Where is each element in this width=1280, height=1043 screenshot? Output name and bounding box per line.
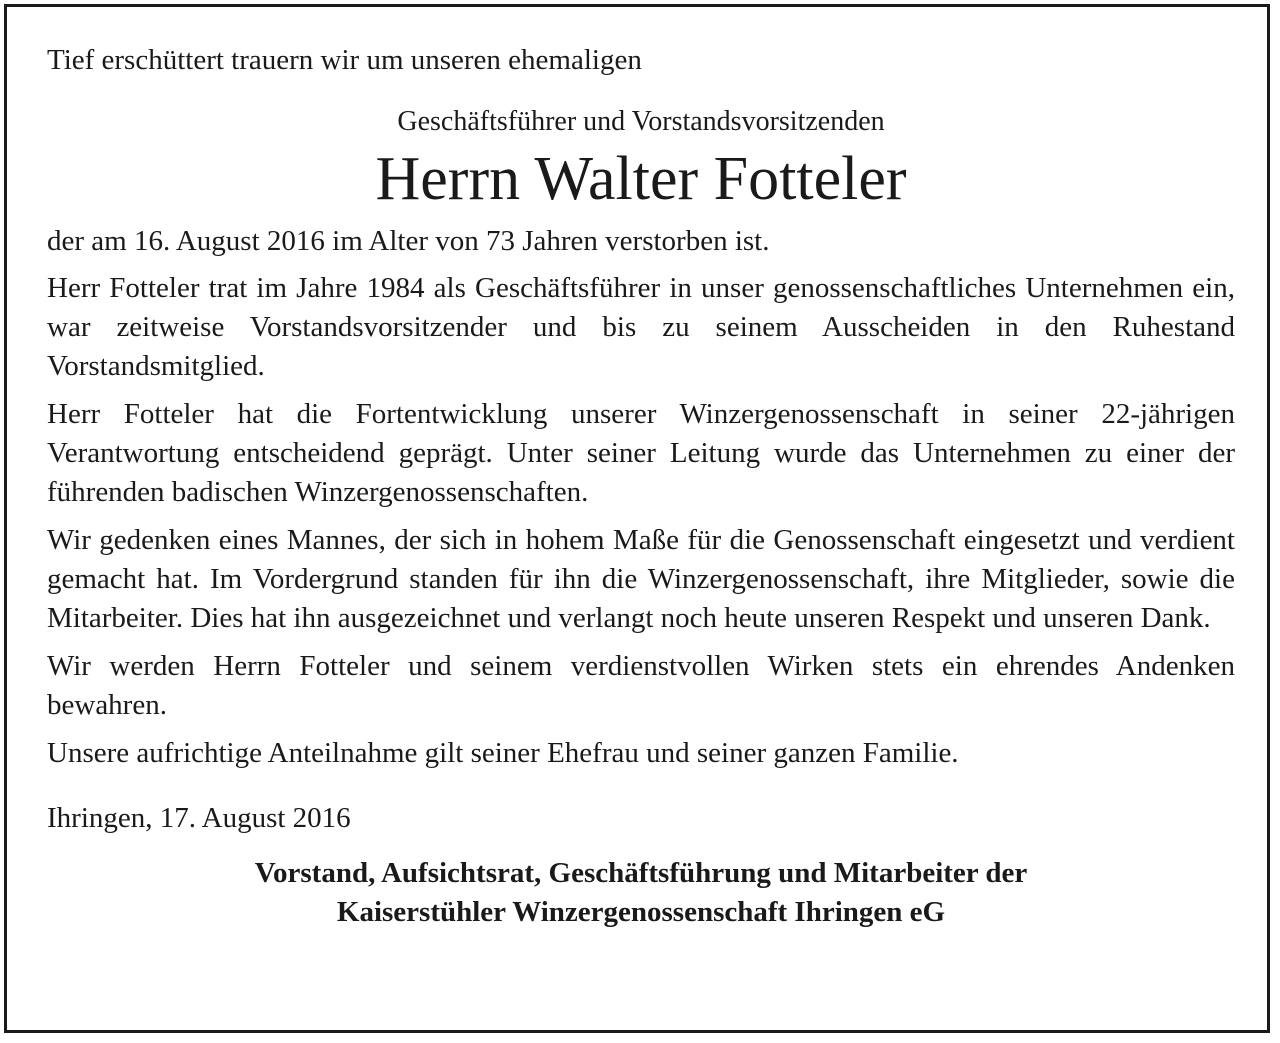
- role-title: Geschäftsführer und Vorstandsvorsitzenden: [397, 106, 885, 137]
- paragraph-memory: Wir werden Herrn Fotteler und seinem verdienstvollen Wirken stets ein ehrendes Andenken bewahren.: [47, 650, 1235, 721]
- paragraph-leadership: Herr Fotteler hat die Fortentwicklung unserer Winzergenossenschaft in seiner 22-jährigen Verantwortung entscheidend geprägt. Unter seiner Leitung wurde das Unternehmen zu einer der führenden badischen Winzergenossenschaften.: [47, 398, 1235, 508]
- paragraph-career: Herr Fotteler trat im Jahre 1984 als Geschäftsführer in unser genossenschaftliches Unternehmen ein, war zeitweise Vorstandsvorsitzender und bis zu seinem Ausscheiden in den Ruhestand Vorstandsmitglied.: [47, 272, 1235, 382]
- signature-block: [47, 854, 1235, 932]
- paragraph-remembrance: Wir gedenken eines Mannes, der sich in hohem Maße für die Genossenschaft eingesetzt und verdient gemacht hat. Im Vordergrund standen für ihn die Winzergenossenschaft, ihre Mitglieder, sowie die Mitarbeiter. Dies hat ihn ausgezeichnet und verlangt noch heute unseren Respekt und unseren Dank.: [47, 524, 1235, 634]
- deceased-name: Herrn Walter Fotteler: [375, 145, 907, 213]
- place-and-date: Ihringen, 17. August 2016: [47, 802, 351, 834]
- paragraph-condolences: Unsere aufrichtige Anteilnahme gilt seiner Ehefrau und seiner ganzen Familie.: [47, 737, 959, 769]
- obituary-notice: [47, 42, 1235, 932]
- intro-text: Tief erschüttert trauern wir um unseren ehemaligen: [47, 44, 642, 76]
- signature-line: Vorstand, Aufsichtsrat, Geschäftsführung und Mitarbeiter der: [254, 857, 1028, 889]
- death-details: der am 16. August 2016 im Alter von 73 Jahren verstorben ist.: [47, 225, 770, 257]
- signature-organization: Kaiserstühler Winzergenossenschaft Ihringen eG: [336, 896, 946, 928]
